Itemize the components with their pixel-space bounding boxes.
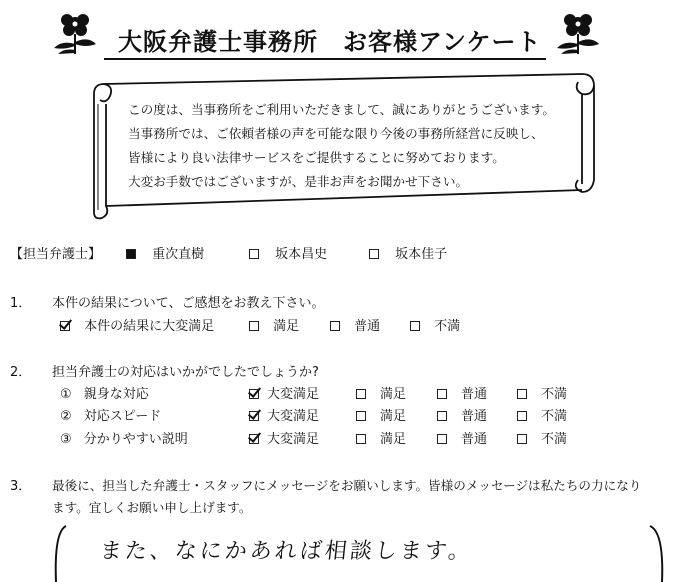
flower-ornament-right-icon <box>553 10 603 56</box>
intro-message <box>128 98 588 194</box>
option-label: 不満 <box>541 387 568 402</box>
lawyer-option[interactable] <box>126 243 204 262</box>
q1-option[interactable] <box>60 315 214 334</box>
page-title: 大阪弁護士事務所 お客様アンケート <box>118 28 542 56</box>
q2-option[interactable] <box>356 428 406 447</box>
checkbox-checked[interactable] <box>249 389 259 399</box>
q2-option[interactable] <box>356 383 406 402</box>
q2-option[interactable] <box>249 428 319 447</box>
checkbox[interactable] <box>410 321 420 331</box>
checkbox[interactable] <box>517 434 527 444</box>
option-label: 不満 <box>541 432 568 447</box>
q2-option[interactable] <box>249 405 319 424</box>
q1-option[interactable] <box>410 315 460 334</box>
option-label: 満足 <box>380 409 407 424</box>
question-text: 担当弁護士の対応はいかがでしたでしょうか? <box>52 365 319 380</box>
q2-option[interactable] <box>437 428 487 447</box>
intro-line: この度は、当事務所をご利用いただきまして、誠にありがとうございます。 <box>128 102 555 117</box>
checkbox[interactable] <box>356 389 366 399</box>
checkbox[interactable] <box>356 411 366 421</box>
option-label: 大変満足 <box>267 409 320 424</box>
q2-row-label <box>60 405 161 424</box>
lawyer-name: 坂本昌史 <box>275 247 328 262</box>
option-label: 普通 <box>461 387 488 402</box>
intro-line: 大変お手数ではございますが、是非お声をお聞かせ下さい。 <box>128 174 469 189</box>
question-text: ます。宜しくお願い申し上げます。 <box>52 500 252 515</box>
flower-ornament-left-icon <box>50 10 100 56</box>
intro-line: 皆様により良い法律サービスをご提供することに努めております。 <box>128 150 505 165</box>
checkbox[interactable] <box>249 249 259 259</box>
option-label: 本件の結果に大変満足 <box>84 319 215 334</box>
lawyer-option[interactable] <box>249 243 327 262</box>
row-mark: ② <box>60 409 72 424</box>
q2-row-label <box>60 428 188 447</box>
option-label: 普通 <box>354 319 381 334</box>
option-label: 不満 <box>434 319 461 334</box>
checkbox-checked[interactable] <box>249 411 259 421</box>
option-label: 不満 <box>541 409 568 424</box>
checkbox[interactable] <box>517 411 527 421</box>
option-label: 大変満足 <box>267 432 320 447</box>
option-label: 満足 <box>380 387 407 402</box>
option-label: 普通 <box>461 409 488 424</box>
checkbox[interactable] <box>517 389 527 399</box>
q2-option[interactable] <box>517 405 567 424</box>
question-number: 2． <box>10 365 32 380</box>
row-mark: ③ <box>60 432 72 447</box>
checkbox-checked[interactable] <box>249 434 259 444</box>
q2-option[interactable] <box>517 383 567 402</box>
checkbox[interactable] <box>437 411 447 421</box>
checkbox[interactable] <box>330 321 340 331</box>
option-label: 満足 <box>273 319 300 334</box>
checkbox[interactable] <box>369 249 379 259</box>
row-label: 親身な対応 <box>83 387 149 402</box>
question-number: 1． <box>10 296 32 311</box>
lawyer-option[interactable] <box>369 243 447 262</box>
question-number: 3． <box>10 479 32 494</box>
checkbox-checked[interactable] <box>60 321 70 331</box>
message-answer[interactable]: また、なにかあれば相談します。 <box>98 539 475 564</box>
q2-option[interactable] <box>437 405 487 424</box>
intro-line: 当事務所では、ご依頼者様の声を可能な限り今後の事務所経営に反映し、 <box>128 126 544 141</box>
q1-option[interactable] <box>249 315 299 334</box>
question-text: 最後に、担当した弁護士・スタッフにメッセージをお願いします。皆様のメッセージは私たちの力になり <box>52 478 642 493</box>
option-label: 普通 <box>461 432 488 447</box>
lawyer-name: 重次直樹 <box>152 247 205 262</box>
row-label: 対応スピード <box>83 409 162 424</box>
q2-option[interactable] <box>517 428 567 447</box>
checkbox-filled[interactable] <box>126 249 136 259</box>
q2-row-label <box>60 383 149 402</box>
checkbox[interactable] <box>356 434 366 444</box>
q2-option[interactable] <box>249 383 319 402</box>
lawyer-name: 坂本佳子 <box>395 247 448 262</box>
question-text: 本件の結果について、ご感想をお教え下さい。 <box>52 296 325 311</box>
q2-option[interactable] <box>437 383 487 402</box>
option-label: 大変満足 <box>267 387 320 402</box>
row-mark: ① <box>60 387 72 402</box>
q2-option[interactable] <box>356 405 406 424</box>
checkbox[interactable] <box>249 321 259 331</box>
option-label: 満足 <box>380 432 407 447</box>
checkbox[interactable] <box>437 434 447 444</box>
q1-option[interactable] <box>330 315 380 334</box>
checkbox[interactable] <box>437 389 447 399</box>
title-underline <box>104 58 546 60</box>
lawyer-label: 【担当弁護士】 <box>10 247 102 262</box>
row-label: 分かりやすい説明 <box>83 432 188 447</box>
